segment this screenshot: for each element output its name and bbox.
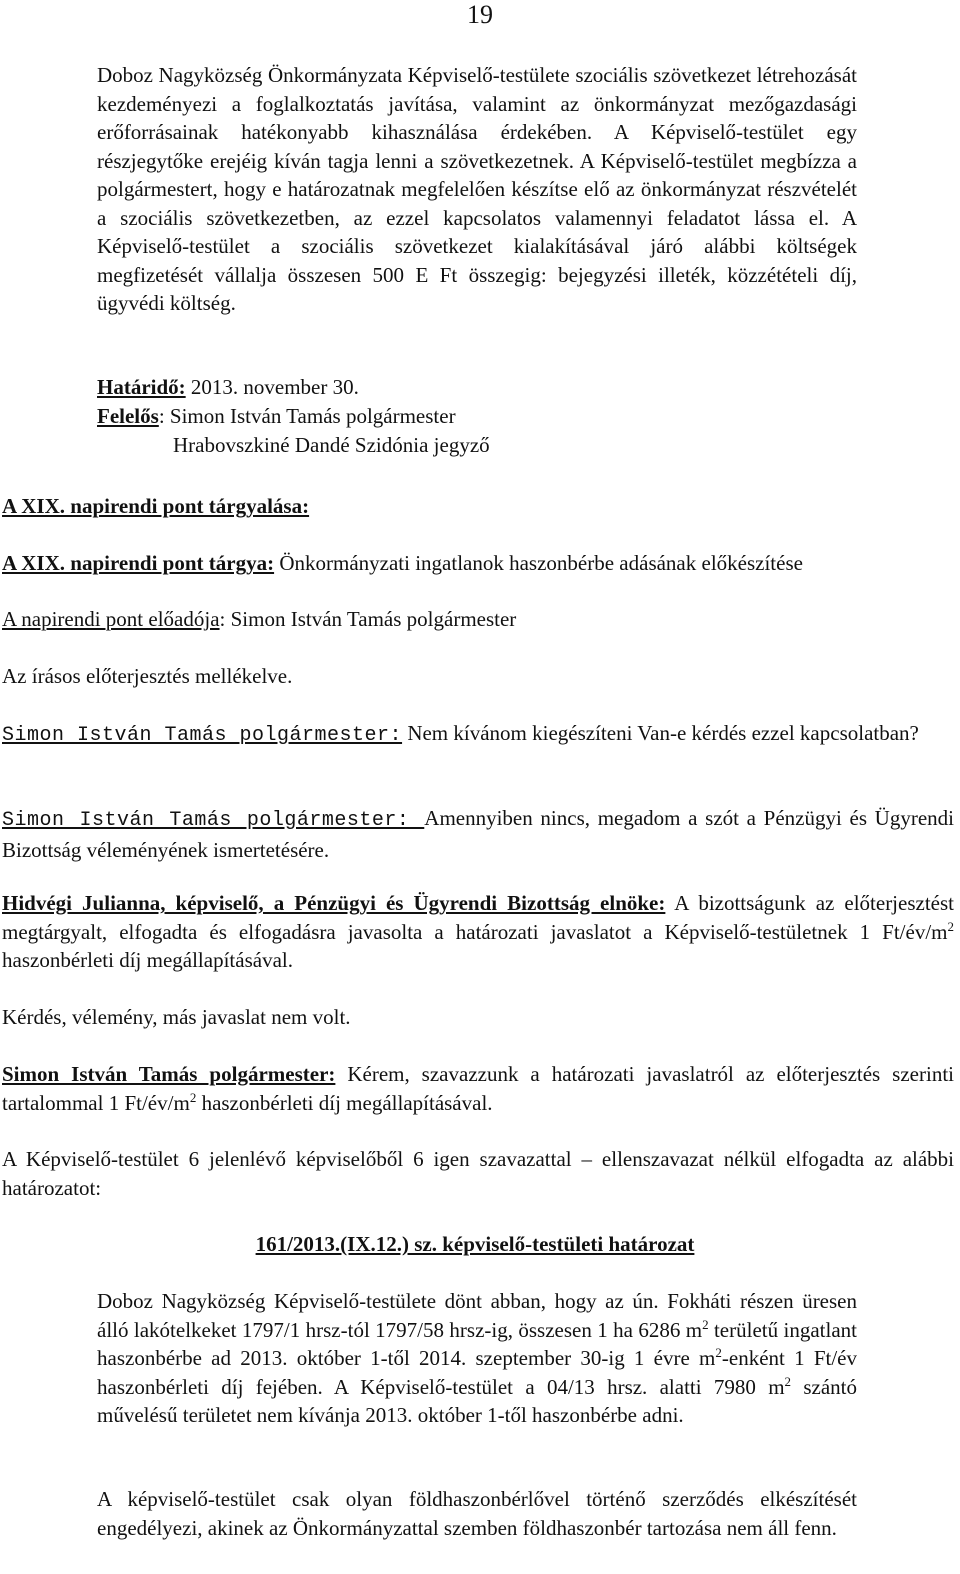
- speech-text: Kérem, szavazzunk a határozati javaslatról az előterjesztés szerinti tartalommal 1 Ft/év/m: [2, 1062, 954, 1115]
- responsible-second: Hrabovszkiné Dandé Szidónia jegyző: [173, 433, 490, 457]
- agenda-subject-value: Önkormányzati ingatlanok haszonbérbe adásának előkészítése: [274, 551, 803, 575]
- agenda-presenter: [2, 605, 954, 634]
- resolution-title: 161/2013.(IX.12.) sz. képviselő-testületi határozat: [255, 1232, 695, 1256]
- responsible-line: [97, 402, 857, 431]
- speech-tail: haszonbérleti díj megállapításával.: [2, 948, 293, 972]
- minutes-entry-1: [2, 719, 954, 751]
- speech-text: Amennyiben nincs, megadom a szót a Pénzügyi és Ügyrendi Bizottság véleményének ismertetésére.: [2, 806, 954, 862]
- superscript: 2: [947, 918, 954, 934]
- speaker-label: Simon István Tamás polgármester:: [2, 1062, 336, 1086]
- speech-tail: haszonbérleti díj megállapításával.: [196, 1090, 493, 1115]
- responsible-value: : Simon István Tamás polgármester: [158, 404, 456, 428]
- attachment-note: Az írásos előterjesztés mellékelve.: [2, 664, 293, 688]
- deadline-line: [97, 373, 857, 402]
- superscript: 2: [702, 1316, 709, 1332]
- agenda-presenter-label: A napirendi pont előadója: [2, 607, 220, 631]
- minutes-entry-6: A Képviselő-testület 6 jelenlévő képviselőből 6 igen szavazattal – ellenszavazat nélkül elfogadta az alábbi határozatot:: [2, 1147, 954, 1200]
- superscript: 2: [715, 1345, 722, 1360]
- minutes-entry-4: Kérdés, vélemény, más javaslat nem volt.: [2, 1005, 351, 1029]
- resolution-paragraph-1: [97, 1287, 857, 1430]
- responsible-label: Felelős: [97, 404, 159, 428]
- agenda-heading: A XIX. napirendi pont tárgyalása:: [2, 494, 310, 518]
- minutes-entry-3: [2, 889, 954, 975]
- speaker-label: Simon István Tamás polgármester:: [2, 809, 425, 832]
- resolution-text: -enként 1 Ft/év haszonbérleti díj fejében. A Képviselő-testület a 04/13 hrsz. alatti 7980 m: [97, 1346, 858, 1399]
- resolution-paragraph-2: A képviselő-testület csak olyan földhaszonbérlővel történő szerződés elkészítését engedélyezi, akinek az Önkormányzattal szemben földhaszonbér tartozása nem áll fenn.: [97, 1487, 857, 1540]
- resolution-text: szántó művelésű területet nem kívánja 2013. október 1-től haszonbérbe adni.: [97, 1374, 857, 1427]
- superscript: 2: [189, 1089, 197, 1105]
- speech-text: A bizottságunk az előterjesztést megtárgyalt, elfogadta és elfogadásra javasolta a határozati javaslatot a Képviselő-testületnek 1 Ft/év/m: [2, 891, 954, 944]
- agenda-subject: [2, 549, 954, 578]
- page-number: 19: [467, 0, 493, 29]
- minutes-entry-5: [2, 1060, 954, 1117]
- agenda-subject-label: A XIX. napirendi pont tárgya:: [2, 551, 275, 575]
- speaker-label: Hidvégi Julianna, képviselő, a Pénzügyi és Ügyrendi Bizottság elnöke:: [2, 891, 666, 915]
- agenda-presenter-value: : Simon István Tamás polgármester: [219, 607, 517, 631]
- deadline-value: 2013. november 30.: [185, 375, 359, 399]
- superscript: 2: [784, 1373, 792, 1389]
- resolution-text: Doboz Nagyközség Képviselő-testülete dönt abban, hogy az ún. Fokháti részen üresen álló lakótelkeket 1797/1 hrsz-tól 1797/58 hrsz-ig, összesen 1 ha 6286 m: [97, 1289, 857, 1342]
- speech-text: Nem kívánom kiegészíteni Van-e kérdés ezzel kapcsolatban?: [402, 721, 919, 745]
- speaker-label: Simon István Tamás polgármester:: [2, 724, 403, 747]
- deadline-label: Határidő:: [97, 375, 186, 399]
- minutes-entry-2: [2, 804, 954, 864]
- resolution-text: területű ingatlant haszonbérbe ad 2013. október 1-től 2014. szeptember 30-ig 1 évre m: [97, 1317, 857, 1370]
- intro-paragraph: Doboz Nagyközség Önkormányzata Képviselő-testülete szociális szövetkezet létrehozását kezdeményezi a foglalkoztatás javítása, valamint az önkormányzat mezőgazdasági erőforrásainak hatékonyabb kihasználása érdekében. A Képviselő-testület egy részjegytőke erejéig kíván tagja lenni a szövetkezetnek. A Képviselő-testület megbízza a polgármestert, hogy e határozatnak megfelelően készítse elő az önkormányzat részvételét a szociális szövetkezetben, az ezzel kapcsolatos valamennyi feladatot lássa el. A Képviselő-testület a szociális szövetkezet kialakításával járó alábbi költségek megfizetését vállalja összesen 500 E Ft összegig: bejegyzési illeték, közzétételi díj, ügyvédi költség.: [97, 63, 857, 315]
